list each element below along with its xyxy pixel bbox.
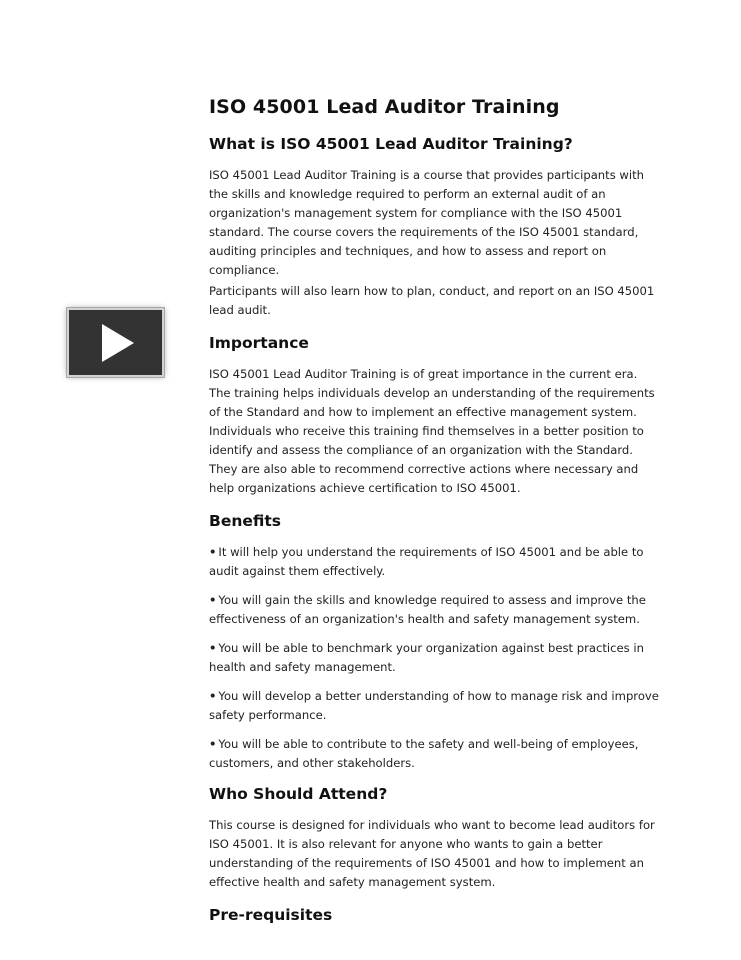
- paragraph: ISO 45001 Lead Auditor Training is of great importance in the current era. The training helps individuals develop an understanding of the requirements of the Standard and how to implement an effective management system. Individuals who receive this training find themselves in a better position to identify and assess the compliance of an organization with the Standard. They are also able to recommend corrective actions where necessary and help organizations achieve certification to ISO 45001.: [209, 367, 655, 495]
- paragraph: This course is designed for individuals who want to become lead auditors for ISO 45001. It is also relevant for anyone who wants to gain a better understanding of the requirements of ISO 45001 and how to implement an effective health and safety management system.: [209, 818, 655, 889]
- section-heading: What is ISO 45001 Lead Auditor Training?: [209, 135, 573, 153]
- section-heading: Pre-requisites: [209, 906, 333, 924]
- list-item: [209, 735, 659, 773]
- page-title: ISO 45001 Lead Auditor Training: [209, 96, 560, 118]
- section-importance: [209, 332, 659, 498]
- list-item-text: You will be able to contribute to the safety and well-being of employees, customers, and other stakeholders.: [209, 737, 639, 770]
- list-item: [209, 591, 659, 629]
- play-icon: [94, 321, 138, 365]
- section-who-should-attend: [209, 783, 659, 892]
- list-item-text: It will help you understand the requirements of ISO 45001 and be able to audit against them effectively.: [209, 545, 644, 578]
- section-benefits: [209, 510, 659, 773]
- section-heading: Who Should Attend?: [209, 785, 388, 803]
- bullet-marker: •: [209, 593, 217, 607]
- list-item: [209, 687, 659, 725]
- list-item-text: You will develop a better understanding of how to manage risk and improve safety performance.: [209, 689, 659, 722]
- list-item-text: You will gain the skills and knowledge required to assess and improve the effectiveness of an organization's health and safety management system.: [209, 593, 646, 626]
- section-what-is: [209, 133, 659, 320]
- bullet-marker: •: [209, 737, 217, 751]
- document-body: [209, 93, 659, 937]
- section-heading: Importance: [209, 334, 309, 352]
- list-item-text: You will be able to benchmark your organization against best practices in health and safety management.: [209, 641, 644, 674]
- section-heading: Benefits: [209, 512, 281, 530]
- video-play-button[interactable]: [67, 308, 164, 377]
- bullet-marker: •: [209, 545, 217, 559]
- bullet-marker: •: [209, 641, 217, 655]
- paragraph: Participants will also learn how to plan, conduct, and report on an ISO 45001 lead audit.: [209, 284, 655, 317]
- list-item: [209, 639, 659, 677]
- list-item: [209, 543, 659, 581]
- section-prerequisites: [209, 904, 659, 926]
- bullet-marker: •: [209, 689, 217, 703]
- paragraph: ISO 45001 Lead Auditor Training is a course that provides participants with the skills and knowledge required to perform an external audit of an organization's management system for compliance with the ISO 45001 standard. The course covers the requirements of the ISO 45001 standard, auditing principles and techniques, and how to assess and report on compliance.: [209, 168, 645, 277]
